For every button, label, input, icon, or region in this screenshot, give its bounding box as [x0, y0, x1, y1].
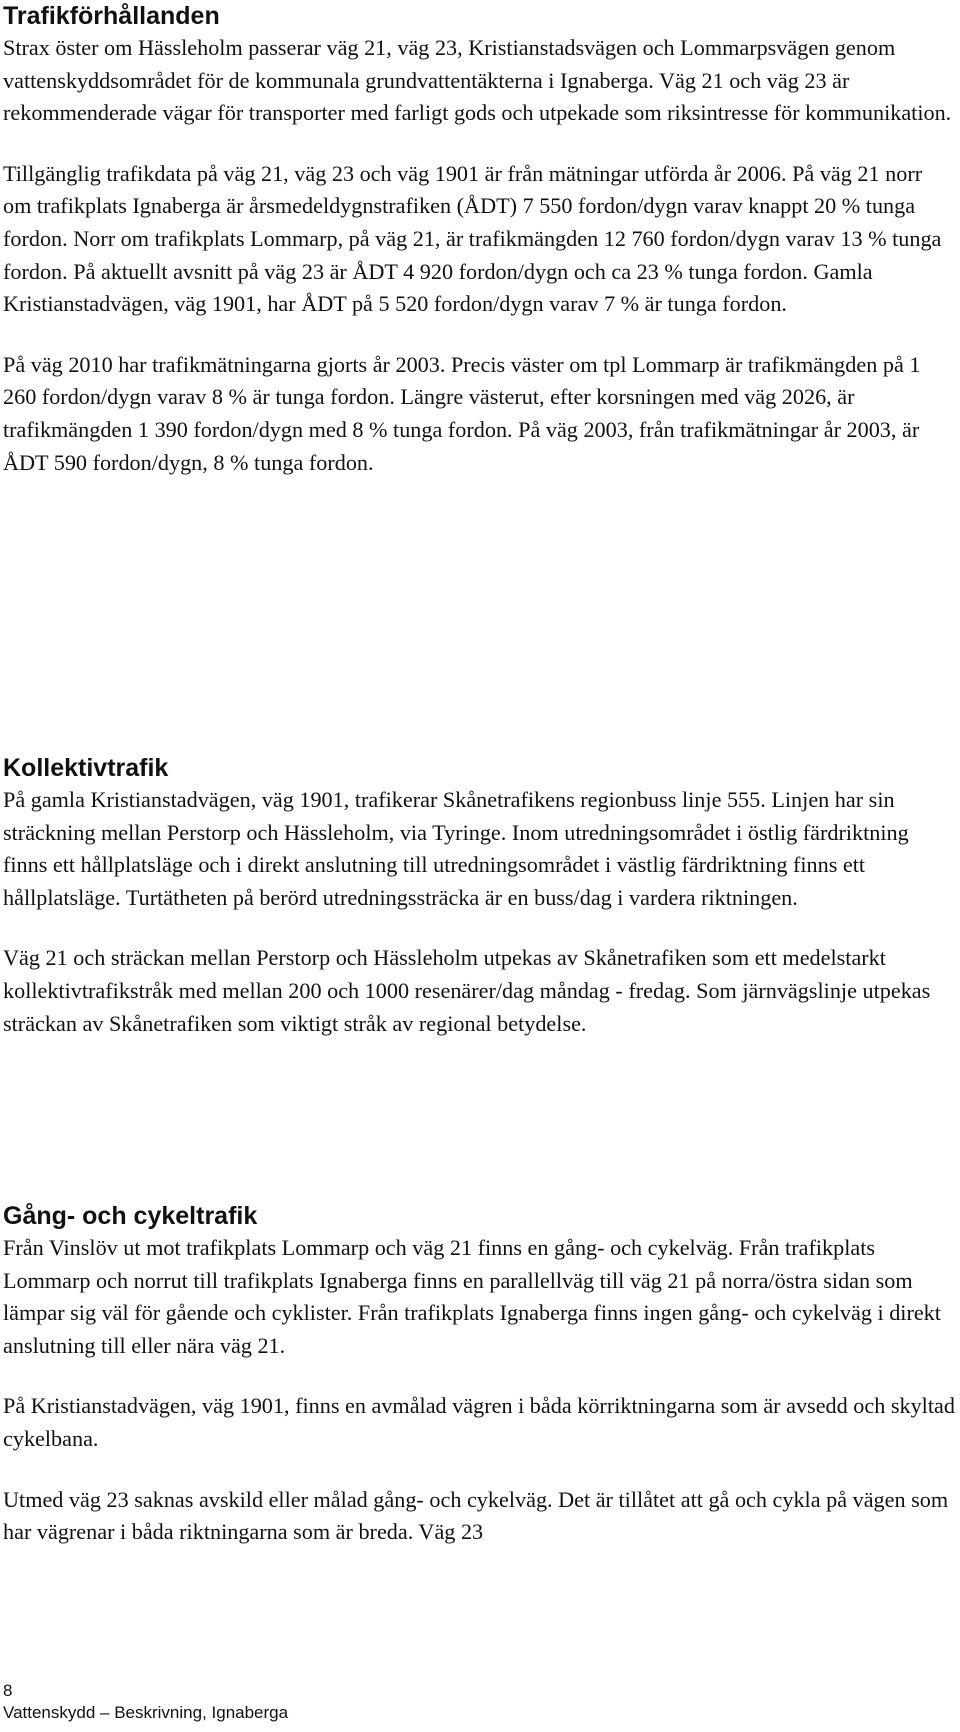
- paragraph: På gamla Kristianstadvägen, väg 1901, trafikerar Skånetrafikens regionbuss linje 555. Linjen har sin sträckning mellan Perstorp och Hässleholm, via Tyringe. Inom utredningsområdet i östlig färdriktning finns ett hållplatsläge och i direkt anslutning till utredningsområdet i västlig färdriktning finns ett hållplatsläge. Turtätheten på berörd utredningssträcka är en buss/dag i vardera riktningen.: [3, 787, 909, 910]
- paragraph: Från Vinslöv ut mot trafikplats Lommarp och väg 21 finns en gång- och cykelväg. Från trafikplats Lommarp och norrut till trafikplats Ignaberga finns en parallellväg till väg 21 på norra/östra sidan som lämpar sig väl för gående och cyklister. Från trafikplats Ignaberga finns ingen gång- och cykelväg i direkt anslutning till eller nära väg 21.: [3, 1235, 941, 1358]
- paragraph: Strax öster om Hässleholm passerar väg 21, väg 23, Kristianstadsvägen och Lommarpsvägen genom vattenskyddsområdet för de kommunala grundvattentäkterna i Ignaberga. Väg 21 och väg 23 är rekommenderade vägar för transporter med farligt gods och utpekade som riksintresse för kommunikation.: [3, 35, 952, 126]
- section-trafikforhallanden: [3, 0, 955, 479]
- document-title: Vattenskydd – Beskrivning, Ignaberga: [3, 1703, 289, 1722]
- section-gang-och-cykeltrafik: [3, 1200, 955, 1549]
- section-kollektivtrafik: [3, 752, 955, 1040]
- paragraph: Tillgänglig trafikdata på väg 21, väg 23 och väg 1901 är från mätningar utförda år 2006. På väg 21 norr om trafikplats Ignaberga är årsmedeldygnstrafiken (ÅDT) 7 550 fordon/dygn varav knappt 20 % tunga fordon. Norr om trafikplats Lommarp, på väg 21, är trafikmängden 12 760 fordon/dygn varav 13 % tunga fordon. På aktuellt avsnitt på väg 23 är ÅDT 4 920 fordon/dygn och ca 23 % tunga fordon. Gamla Kristianstadvägen, väg 1901, har ÅDT på 5 520 fordon/dygn varav 7 % är tunga fordon.: [3, 160, 942, 317]
- paragraph: På väg 2010 har trafikmätningarna gjorts år 2003. Precis väster om tpl Lommarp är trafikmängden på 1 260 fordon/dygn varav 8 % är tunga fordon. Längre västerut, efter korsningen med väg 2026, är trafikmängden 1 390 fordon/dygn med 8 % tunga fordon. På väg 2003, från trafikmätningar år 2003, är ÅDT 590 fordon/dygn, 8 % tunga fordon.: [3, 351, 921, 475]
- page-footer: [3, 1680, 288, 1724]
- section-heading: Kollektivtrafik: [3, 754, 169, 782]
- page-number: 8: [3, 1681, 13, 1700]
- section-heading: Gång- och cykeltrafik: [3, 1202, 258, 1230]
- paragraph: Väg 21 och sträckan mellan Perstorp och Hässleholm utpekas av Skånetrafiken som ett medelstarkt kollektivtrafikstråk med mellan 200 och 1000 resenärer/dag måndag - fredag. Som järnvägslinje utpekas sträckan av Skånetrafiken som viktigt stråk av regional betydelse.: [3, 945, 931, 1036]
- section-heading: Trafikförhållanden: [3, 2, 220, 30]
- paragraph: På Kristianstadvägen, väg 1901, finns en avmålad vägren i båda körriktningarna som är avsedd och skyltad cykelbana.: [3, 1393, 955, 1451]
- paragraph: Utmed väg 23 saknas avskild eller målad gång- och cykelväg. Det är tillåtet att gå och cykla på vägen som har vägrenar i båda riktningarna som är breda. Väg 23: [3, 1486, 949, 1545]
